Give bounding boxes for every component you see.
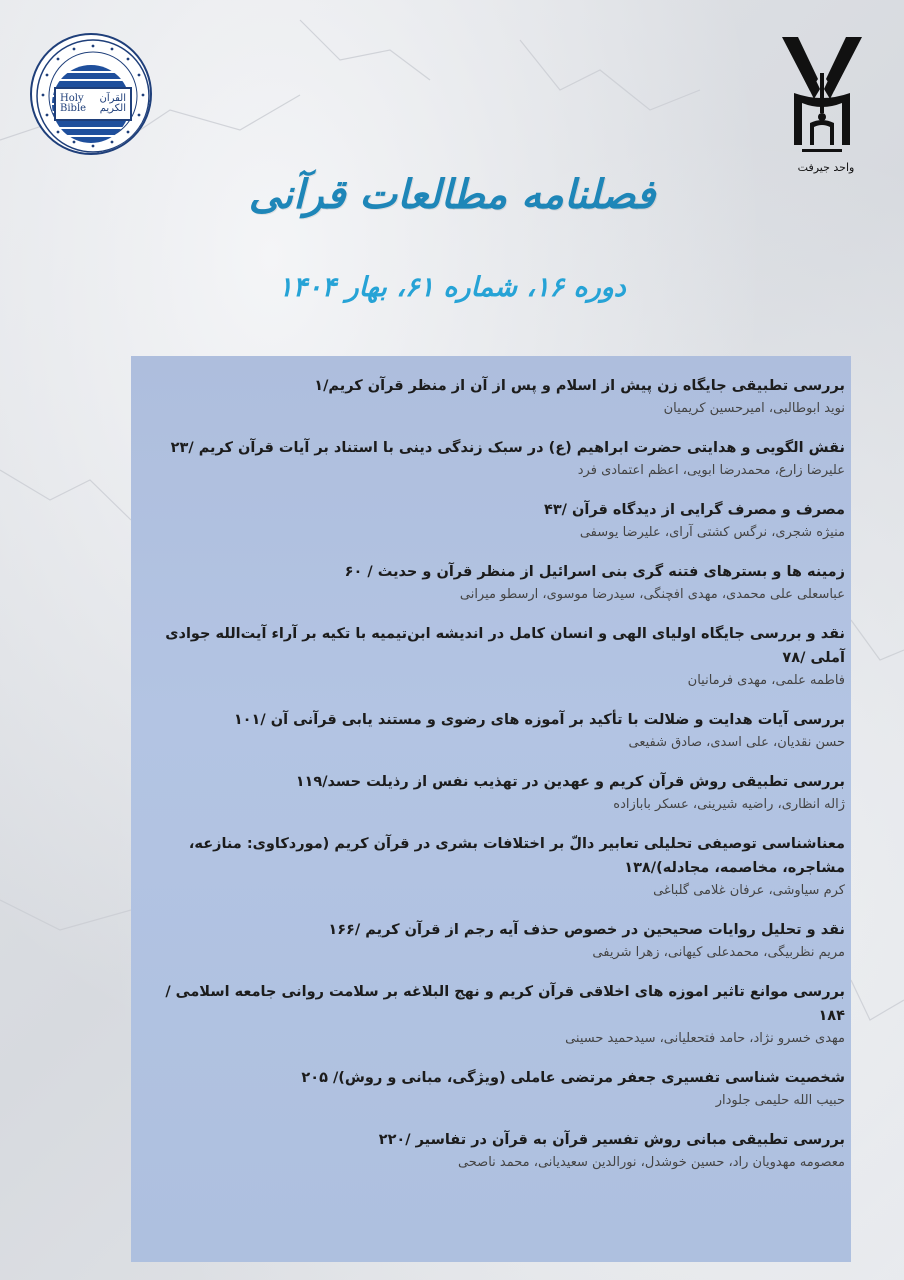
article-authors: مریم نظربیگی، محمدعلی کیهانی، زهرا شریفی [592,945,845,960]
article-entry [139,918,845,964]
article-authors: معصومه مهدویان راد، حسین خوشدل، نورالدین سعیدیانی، محمد ناصحی [457,1155,845,1170]
article-entry [139,498,845,544]
table-of-contents [131,356,851,1262]
article-entry [139,1066,845,1112]
article-title: نقش الگویی و هدایتی حضرت ابراهیم (ع) در سبک زندگی دینی با استناد بر آیات قرآن کریم /۲۳ [170,440,845,456]
book-left-text: Holy Bible [60,92,87,114]
article-title: بررسی تطبیقی مبانی روش تفسیر قرآن به قرآن در تفاسیر /۲۲۰ [378,1132,845,1148]
university-emblem-icon [780,33,864,161]
university-branch-label: واحد جیرفت [797,161,855,174]
article-title: معناشناسی توصیفی تحلیلی تعابیر دالّ بر اختلافات بشری در قرآن کریم (موردکاوی: منازعه، مشاجره، مخاصمه، مجادله)/۱۳۸ [188,836,845,876]
article-authors: عباسعلی علی محمدی، مهدی افچنگی، سیدرضا موسوی، ارسطو میرانی [459,587,845,602]
article-title: بررسی آیات هدایت و ضلالت با تأکید بر آموزه های رضوی و مستند یابی قرآنی آن /۱۰۱ [233,712,845,728]
article-entry [139,560,845,606]
article-entry [139,980,845,1050]
article-authors: مهدی خسرو نژاد، حامد فتحعلیانی، سیدحمید حسینی [565,1031,845,1046]
article-authors: ژاله انظاری، راضیه شیرینی، عسکر بابازاده [613,797,845,812]
open-book-icon [54,87,132,121]
university-logo [780,33,864,183]
article-title: نقد و بررسی جایگاه اولیای الهی و انسان کامل در اندیشه ابن‌تیمیه با تکیه بر آراء آیت‌الله جوادی آملی /۷۸ [165,626,845,666]
article-authors: فاطمه علمی، مهدی فرمانیان [687,673,845,688]
article-authors: حبیب الله حلیمی جلودار [715,1093,845,1108]
journal-title: فصلنامه مطالعات قرآنی [248,172,656,218]
article-entry [139,770,845,816]
article-entry [139,374,845,420]
article-entry [139,622,845,692]
article-authors: علیرضا زارع، محمدرضا ابویی، اعظم اعتمادی فرد [577,463,845,478]
article-title: شخصیت شناسی تفسیری جعفر مرتضی عاملی (ویژگی، مبانی و روش)/ ۲۰۵ [301,1070,845,1086]
article-authors: کرم سیاوشی، عرفان غلامی گلباغی [653,883,845,898]
article-entry [139,436,845,482]
book-right-text: القرآن الکریم [99,92,126,114]
article-authors: حسن نقدیان، علی اسدی، صادق شفیعی [628,735,845,750]
article-entry [139,708,845,754]
issue-info: دوره ۱۶، شماره ۶۱، بهار ۱۴۰۴ [278,272,626,303]
article-authors: منیژه شجری، نرگس کشتی آرای، علیرضا یوسفی [579,525,845,540]
article-title: بررسی تطبیقی روش قرآن کریم و عهدین در تهذیب نفس از رذیلت حسد/۱۱۹ [295,774,845,790]
association-logo [30,33,152,155]
article-entry [139,1128,845,1174]
article-title: بررسی تطبیقی جایگاه زن پیش از اسلام و پس از آن از منظر قرآن کریم/۱ [314,378,845,394]
article-title: نقد و تحلیل روایات صحیحین در خصوص حذف آیه رجم از قرآن کریم /۱۶۶ [328,922,845,938]
article-authors: نوید ابوطالبی، امیرحسین کریمیان [663,401,845,416]
article-title: زمینه ها و بسترهای فتنه گری بنی اسرائیل از منظر قرآن و حدیث / ۶۰ [344,564,845,580]
article-title: بررسی موانع تاثیر اموزه های اخلاقی قرآن کریم و نهج البلاغه بر سلامت روانی جامعه اسلامی /۱۸۴ [165,984,845,1024]
article-entry [139,832,845,902]
article-title: مصرف و مصرف گرایی از دیدگاه قرآن /۴۳ [543,502,845,518]
